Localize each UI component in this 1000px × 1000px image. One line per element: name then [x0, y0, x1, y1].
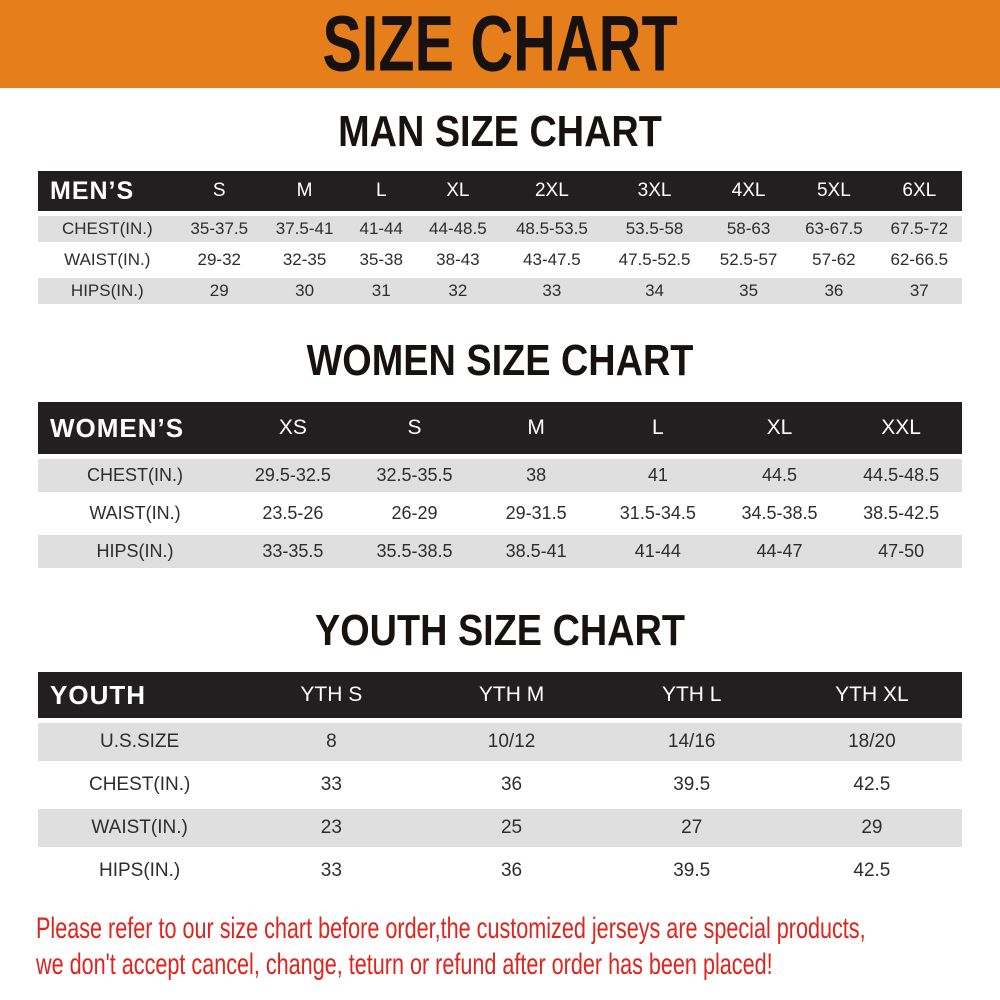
size-column-header: XS [232, 402, 354, 454]
value-cell: 38-43 [436, 250, 480, 269]
row-label: WAIST(IN.) [91, 817, 188, 838]
value-cell: 67.5-72 [890, 219, 949, 238]
value-cell: 44.5-48.5 [863, 465, 940, 485]
table-row [38, 535, 962, 568]
row-label: HIPS(IN.) [98, 860, 181, 881]
value-cell: 33-35.5 [262, 541, 324, 561]
value-cell: 35-37.5 [190, 219, 249, 238]
value-cell: 52.5-57 [719, 250, 778, 269]
disclaimer-line-1: Please refer to our size chart before order,the customized jerseys are special products, [36, 912, 866, 945]
value-cell: 29-32 [197, 250, 241, 269]
value-cell: 29.5-32.5 [254, 465, 331, 485]
size-column-header: 6XL [877, 171, 962, 211]
value-cell: 36 [824, 281, 844, 300]
row-label: CHEST(IN.) [88, 774, 191, 795]
size-column-header: L [597, 402, 719, 454]
header-row [38, 171, 962, 211]
title-banner [0, 0, 1000, 88]
table-corner-label: WOMEN’S [38, 402, 232, 454]
table-row [38, 852, 962, 890]
value-cell: 25 [500, 817, 523, 838]
value-cell: 43-47.5 [523, 250, 581, 269]
value-cell: 63-67.5 [805, 219, 863, 238]
value-cell: 33 [320, 860, 342, 881]
value-cell: 41 [647, 465, 668, 485]
value-cell: 10/12 [487, 731, 536, 752]
row-label: WAIST(IN.) [89, 503, 181, 523]
value-cell: 47-50 [878, 541, 925, 561]
value-cell: 39.5 [673, 860, 711, 881]
row-label: HIPS(IN.) [96, 541, 174, 561]
value-cell: 14/16 [667, 731, 716, 752]
value-cell: 23.5-26 [262, 503, 324, 523]
value-cell: 33 [320, 774, 342, 795]
value-cell: 31.5-34.5 [619, 503, 696, 523]
value-cell: 33 [542, 281, 562, 300]
value-cell: 32-35 [282, 250, 327, 269]
value-cell: 27 [681, 817, 703, 838]
value-cell: 35-38 [359, 250, 403, 269]
table-row [38, 766, 962, 804]
size-column-header: XXL [840, 402, 962, 454]
value-cell: 57-62 [812, 250, 856, 269]
value-cell: 42.5 [853, 860, 891, 881]
disclaimer-note [36, 911, 1000, 983]
youth-size-table [38, 667, 962, 895]
header-row [38, 672, 962, 718]
value-cell: 48.5-53.5 [515, 219, 588, 238]
value-cell: 31 [371, 281, 391, 300]
value-cell: 32 [448, 281, 468, 300]
value-cell: 42.5 [853, 774, 891, 795]
table-row [38, 278, 962, 304]
value-cell: 8 [326, 731, 337, 752]
value-cell: 29 [209, 281, 229, 300]
table-row [38, 459, 962, 492]
youth-section-title: YOUTH SIZE CHART [314, 606, 685, 655]
row-label: U.S.SIZE [100, 731, 180, 752]
size-column-header: 5XL [791, 171, 876, 211]
size-column-header: M [262, 171, 347, 211]
table-row [38, 247, 962, 273]
value-cell: 36 [500, 774, 523, 795]
value-cell: 36 [500, 860, 523, 881]
value-cell: 37.5-41 [275, 219, 334, 238]
value-cell: 26-29 [391, 503, 438, 523]
value-cell: 41-44 [634, 541, 681, 561]
size-column-header: YTH S [241, 672, 421, 718]
row-label: CHEST(IN.) [87, 465, 184, 485]
value-cell: 38.5-42.5 [863, 503, 940, 523]
size-column-header: L [347, 171, 415, 211]
size-column-header: 2XL [501, 171, 604, 211]
table-row [38, 216, 962, 242]
value-cell: 32.5-35.5 [376, 465, 453, 485]
size-column-header: XL [719, 402, 841, 454]
man-size-table [38, 166, 962, 309]
disclaimer-line-2: we don't accept cancel, change, teturn or refund after order has been placed! [36, 948, 773, 981]
value-cell: 58-63 [726, 219, 771, 238]
man-section-title: MAN SIZE CHART [338, 107, 662, 156]
size-column-header: S [354, 402, 476, 454]
women-section-title: WOMEN SIZE CHART [306, 336, 694, 385]
value-cell: 30 [295, 281, 315, 300]
value-cell: 47.5-52.5 [618, 250, 691, 269]
value-cell: 34.5-38.5 [741, 503, 818, 523]
women-size-section [0, 337, 1000, 573]
value-cell: 23 [320, 817, 342, 838]
table-corner-label: MEN’S [38, 171, 177, 211]
size-column-header: XL [415, 171, 500, 211]
table-row [38, 723, 962, 761]
value-cell: 29 [861, 817, 883, 838]
size-column-header: YTH XL [782, 672, 962, 718]
value-cell: 38.5-41 [505, 541, 567, 561]
value-cell: 35 [739, 281, 759, 300]
table-row [38, 809, 962, 847]
value-cell: 18/20 [848, 731, 896, 752]
size-column-header: YTH M [421, 672, 601, 718]
value-cell: 62-66.5 [890, 250, 949, 269]
youth-size-section [0, 607, 1000, 895]
value-cell: 29-31.5 [505, 503, 567, 523]
women-size-table [38, 397, 962, 573]
row-label: HIPS(IN.) [70, 281, 144, 300]
table-row [38, 497, 962, 530]
value-cell: 39.5 [673, 774, 711, 795]
value-cell: 44-48.5 [429, 219, 487, 238]
man-size-section [0, 108, 1000, 309]
value-cell: 53.5-58 [625, 219, 684, 238]
size-column-header: 3XL [603, 171, 706, 211]
row-label: WAIST(IN.) [64, 250, 151, 269]
value-cell: 44.5 [761, 465, 797, 485]
value-cell: 35.5-38.5 [376, 541, 453, 561]
row-label: CHEST(IN.) [61, 219, 153, 238]
value-cell: 34 [645, 281, 665, 300]
size-column-header: YTH L [602, 672, 782, 718]
header-row [38, 402, 962, 454]
value-cell: 44-47 [756, 541, 803, 561]
size-column-header: M [475, 402, 597, 454]
value-cell: 38 [526, 465, 547, 485]
value-cell: 41-44 [359, 219, 403, 238]
value-cell: 37 [909, 281, 929, 300]
page-title: SIZE CHART [322, 0, 678, 88]
size-column-header: 4XL [706, 171, 791, 211]
table-corner-label: YOUTH [38, 672, 241, 718]
size-column-header: S [177, 171, 262, 211]
